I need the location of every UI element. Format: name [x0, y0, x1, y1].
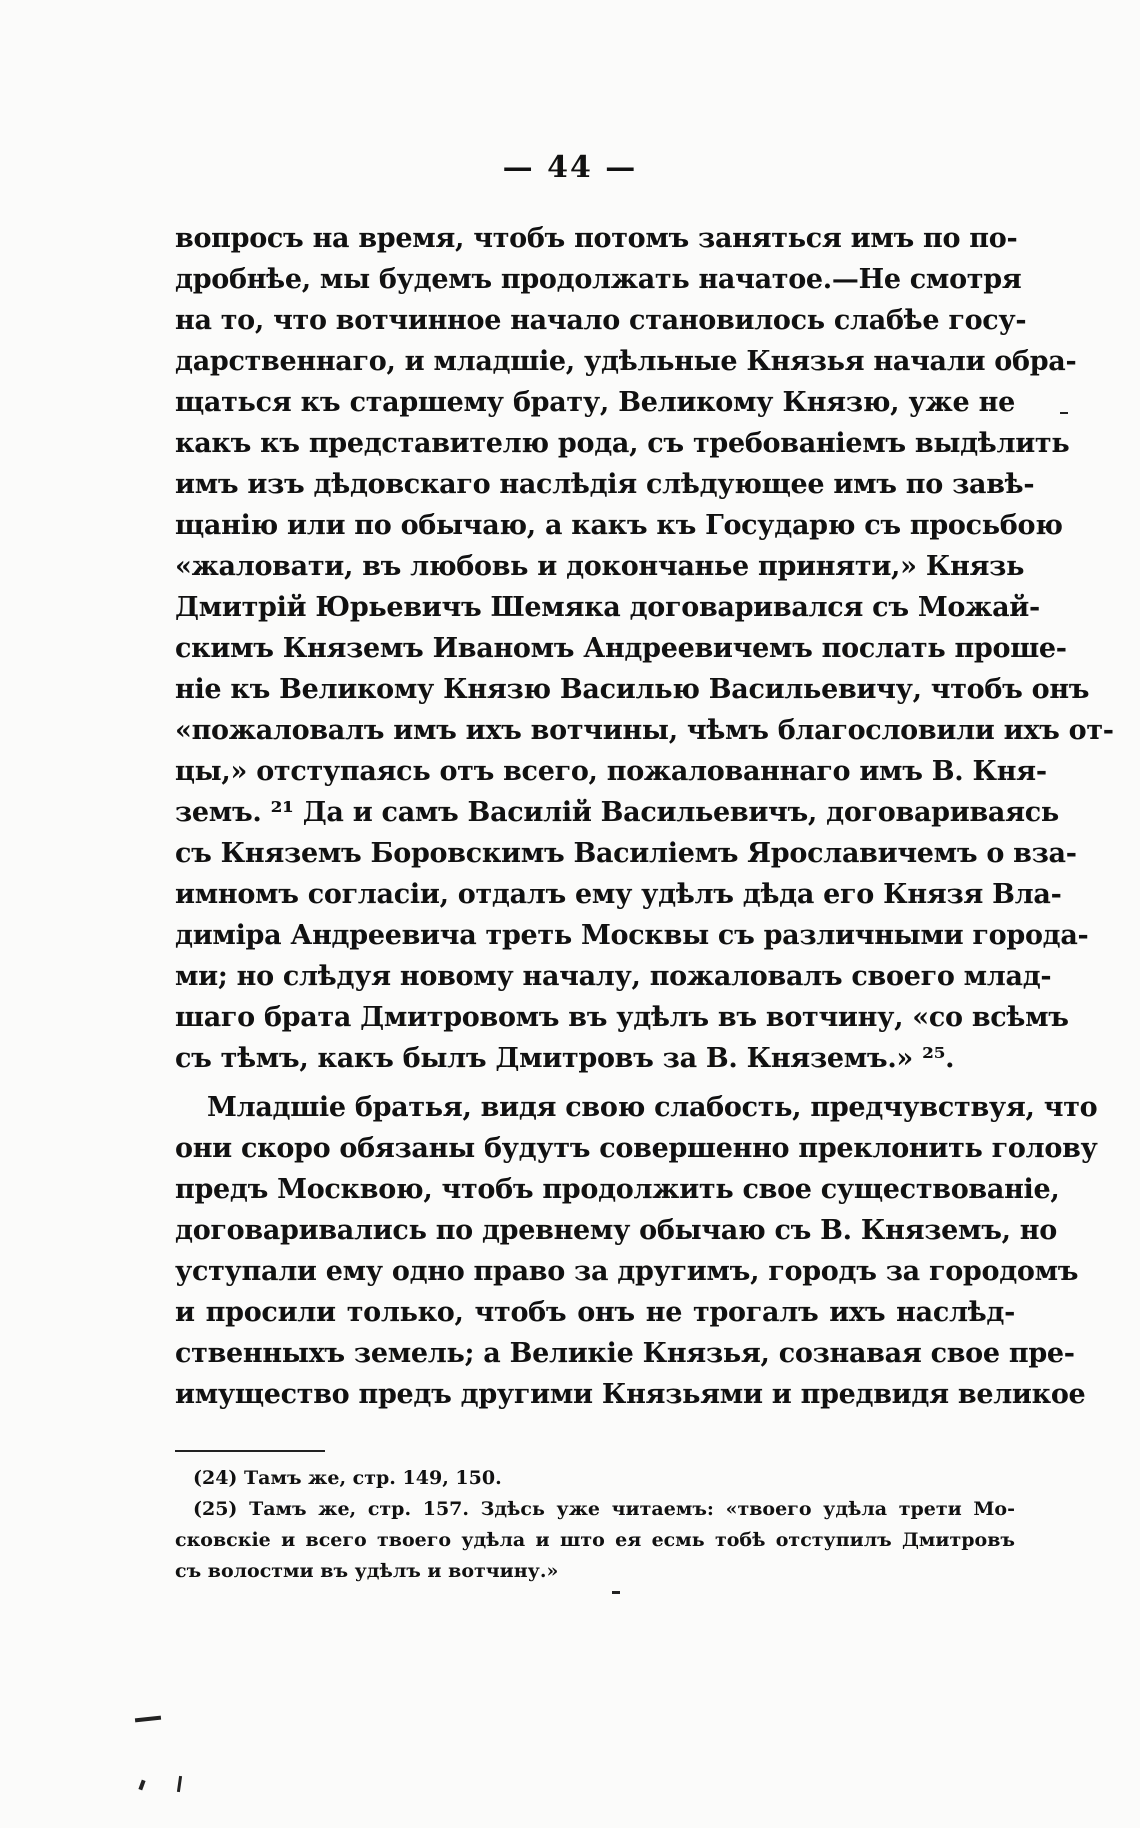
- text-line: ственныхъ земель; а Великіе Князья, сознавая свое пре-: [175, 1338, 1075, 1369]
- text-line: земъ. ²¹ Да и самъ Василій Васильевичъ, договариваясь: [175, 797, 1059, 828]
- text-line: предъ Москвою, чтобъ продолжить свое существованіе,: [175, 1174, 1060, 1205]
- text-line: на то, что вотчинное начало становилось слабѣе госу-: [175, 305, 1027, 336]
- text-line: имномъ согласіи, отдалъ ему удѣлъ дѣда его Князя Вла-: [175, 879, 1062, 910]
- text-line: шаго брата Дмитровомъ въ удѣлъ въ вотчину, «со всѣмъ: [175, 1002, 1069, 1033]
- text-line: диміра Андреевича треть Москвы съ различными города-: [175, 920, 1089, 951]
- ink-speck: [135, 1716, 161, 1723]
- page-number: — 44 —: [502, 150, 638, 185]
- text-line: «пожаловалъ имъ ихъ вотчины, чѣмъ благословили ихъ от-: [175, 715, 1114, 746]
- footnote-24: (24) Тамъ же, стр. 149, 150.: [193, 1467, 502, 1489]
- text-line: щанію или по обычаю, а какъ къ Государю съ просьбою: [175, 510, 1063, 541]
- text-line: съ Княземъ Боровскимъ Василіемъ Ярославичемъ о вза-: [175, 838, 1077, 869]
- text-line: имъ изъ дѣдовскаго наслѣдія слѣдующее имъ по завѣ-: [175, 469, 1035, 500]
- text-line: Младшіе братья, видя свою слабость, предчувствуя, что: [207, 1092, 1098, 1123]
- text-line: ніе къ Великому Князю Василью Васильевичу, чтобъ онъ: [175, 674, 1090, 705]
- text-line: договаривались по древнему обычаю съ В. Княземъ, но: [175, 1215, 1057, 1246]
- text-line: цы,» отступаясь отъ всего, пожалованнаго имъ В. Кня-: [175, 756, 1047, 787]
- text-line: какъ къ представителю рода, съ требованіемъ выдѣлить: [175, 428, 1070, 459]
- text-line: ми; но слѣдуя новому началу, пожаловалъ своего млад-: [175, 961, 1052, 992]
- text-line: они скоро обязаны будутъ совершенно преклонить голову: [175, 1133, 1098, 1164]
- text-line: Дмитрій Юрьевичъ Шемяка договаривался съ Можай-: [175, 592, 1040, 623]
- text-line: имущество предъ другими Князьями и предвидя великое: [175, 1379, 1086, 1410]
- text-line: вопросъ на время, чтобъ потомъ заняться имъ по по-: [175, 223, 1018, 254]
- text-line: съ тѣмъ, какъ былъ Дмитровъ за В. Княземъ.» ²⁵.: [175, 1043, 955, 1074]
- footnotes: [175, 1463, 1015, 1587]
- margin-mark: [1060, 412, 1068, 414]
- text-line: дарственнаго, и младшіе, удѣльные Князья начали обра-: [175, 346, 1077, 377]
- text-line: щаться къ старшему брату, Великому Князю, уже не: [175, 387, 1015, 418]
- ink-speck: [612, 1591, 620, 1594]
- text-line: уступали ему одно право за другимъ, городъ за городомъ: [175, 1256, 1079, 1287]
- text-line: и просили только, чтобъ онъ не трогалъ ихъ наслѣд-: [175, 1297, 1015, 1328]
- footnote-separator: [175, 1450, 325, 1452]
- footnote-25-line: сковскіе и всего твоего удѣла и што ея есмь тобѣ отступилъ Дмитровъ: [175, 1529, 1015, 1551]
- text-line: дробнѣе, мы будемъ продолжать начатое.—Не смотря: [175, 264, 1022, 295]
- ink-speck: [177, 1776, 182, 1792]
- ink-speck: [138, 1780, 145, 1791]
- paragraph-gap: [175, 1079, 1015, 1087]
- text-line: «жаловати, въ любовь и докончанье приняти,» Князь: [175, 551, 1025, 582]
- footnote-25-line: съ волостми въ удѣлъ и вотчину.»: [175, 1560, 559, 1582]
- main-text: [175, 218, 1114, 1415]
- footnote-25-line: (25) Тамъ же, стр. 157. Здѣсь уже читаемъ: «твоего удѣла трети Мо-: [193, 1498, 1015, 1520]
- text-line: скимъ Княземъ Иваномъ Андреевичемъ послать проше-: [175, 633, 1067, 664]
